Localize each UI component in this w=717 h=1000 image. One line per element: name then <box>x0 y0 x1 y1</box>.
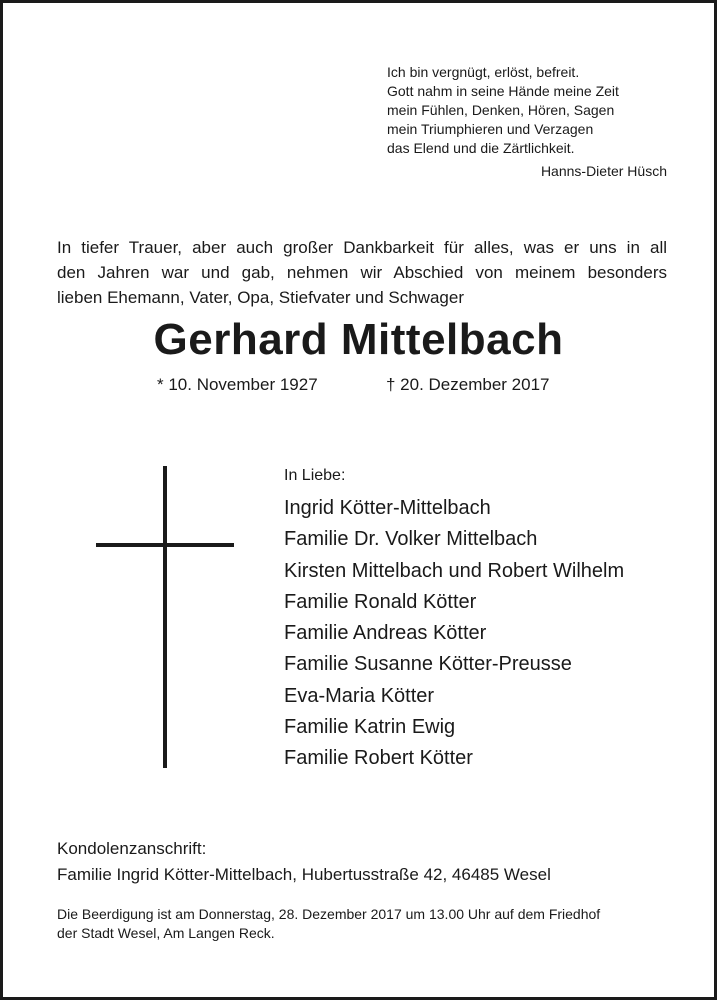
mourner-name: Familie Susanne Kötter-Preusse <box>284 653 572 676</box>
intro-line: den Jahren war und gab, nehmen wir Abschied von meinem besonders <box>57 263 667 282</box>
mourner-name: Familie Katrin Ewig <box>284 716 456 739</box>
cross-icon <box>163 466 167 768</box>
poem-line: mein Triumphieren und Verzagen <box>387 121 594 137</box>
cross-icon-bar <box>96 543 234 547</box>
mourner-name: Kirsten Mittelbach und Robert Wilhelm <box>284 559 625 582</box>
poem-author: Hanns-Dieter Hüsch <box>540 163 667 179</box>
funeral-line: der Stadt Wesel, Am Langen Reck. <box>57 925 275 941</box>
mourner-name: Familie Andreas Kötter <box>284 622 487 645</box>
mourners-list <box>284 493 624 775</box>
birth-date: * 10. November 1927 <box>157 375 318 394</box>
condolence-address: Familie Ingrid Kötter-Mittelbach, Hubertusstraße 42, 46485 Wesel <box>57 865 551 884</box>
funeral-line: Die Beerdigung ist am Donnerstag, 28. Dezember 2017 um 13.00 Uhr auf dem Friedhof <box>57 906 601 922</box>
mourner-name: Familie Dr. Volker Mittelbach <box>284 528 538 551</box>
death-date: † 20. Dezember 2017 <box>386 375 550 394</box>
mourners-label: In Liebe: <box>284 467 346 484</box>
intro-text <box>57 235 667 310</box>
condolence-label: Kondolenzanschrift: <box>57 839 207 858</box>
funeral-info <box>57 905 677 943</box>
intro-line: lieben Ehemann, Vater, Opa, Stiefvater und Schwager <box>57 288 464 307</box>
poem-block <box>387 63 667 181</box>
deceased-name: Gerhard Mittelbach <box>153 315 564 364</box>
mourner-name: Familie Robert Kötter <box>284 747 473 770</box>
poem-line: mein Fühlen, Denken, Hören, Sagen <box>387 102 615 118</box>
poem-line: Ich bin vergnügt, erlöst, befreit. <box>387 64 580 80</box>
poem-line: das Elend und die Zärtlichkeit. <box>387 140 575 156</box>
mourner-name: Eva-Maria Kötter <box>284 684 435 707</box>
intro-line: In tiefer Trauer, aber auch großer Dankbarkeit für alles, was er uns in all <box>57 238 667 257</box>
poem-line: Gott nahm in seine Hände meine Zeit <box>387 83 619 99</box>
mourner-name: Familie Ronald Kötter <box>284 590 477 613</box>
mourner-name: Ingrid Kötter-Mittelbach <box>284 497 491 519</box>
